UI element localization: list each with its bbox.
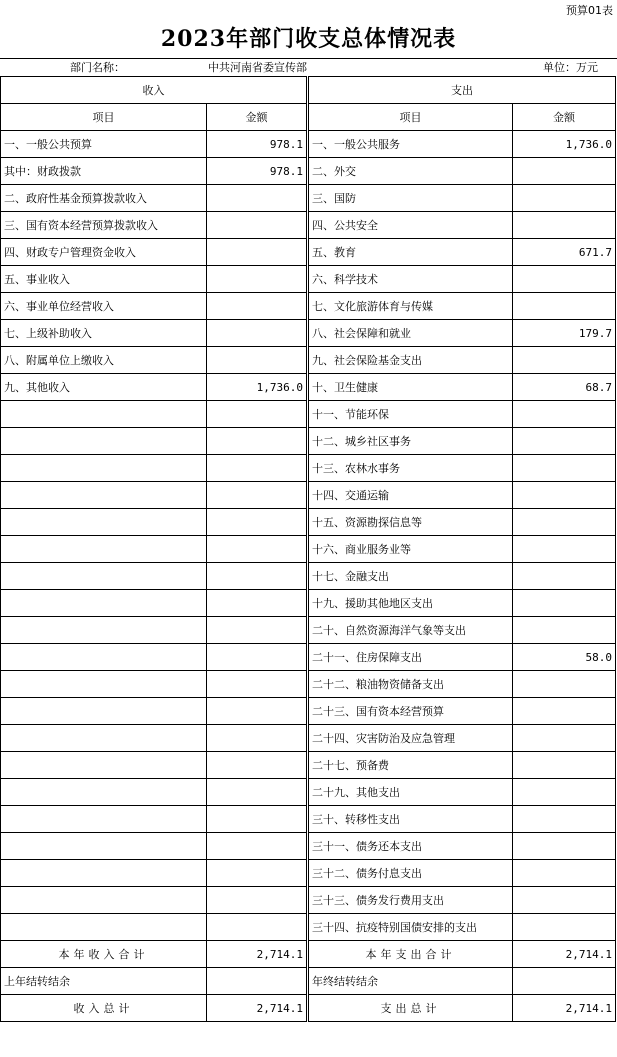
income-item-cell (1, 671, 207, 698)
income-item-cell (1, 725, 207, 752)
expense-amount-cell (513, 617, 616, 644)
expense-item-cell: 九、社会保险基金支出 (308, 347, 513, 374)
income-amount-cell: 1,736.0 (207, 374, 308, 401)
expense-item-cell: 八、社会保障和就业 (308, 320, 513, 347)
expense-total-amount: 2,714.1 (513, 941, 616, 968)
income-item-cell (1, 617, 207, 644)
page-title: 2023年部门收支总体情况表 (160, 26, 457, 52)
income-total-amount: 2,714.1 (207, 995, 308, 1022)
income-amount-cell (207, 725, 308, 752)
title-divider (0, 58, 617, 59)
unit-label: 单位：万元 (543, 61, 598, 74)
expense-amount-cell: 1,736.0 (513, 131, 616, 158)
table-row (1, 212, 616, 239)
expense-item-cell: 二十七、预备费 (308, 752, 513, 779)
expense-amount-cell (513, 158, 616, 185)
expense-item-cell: 二十三、国有资本经营预算 (308, 698, 513, 725)
table-row (1, 536, 616, 563)
income-header: 收入 (1, 77, 308, 104)
expense-amount-cell (513, 563, 616, 590)
table-row (1, 806, 616, 833)
income-item-header: 项目 (1, 104, 207, 131)
income-amount-cell (207, 428, 308, 455)
income-item-cell: 五、事业收入 (1, 266, 207, 293)
income-item-cell (1, 401, 207, 428)
expense-amount-cell (513, 509, 616, 536)
income-amount-cell (207, 455, 308, 482)
expense-item-cell: 四、公共安全 (308, 212, 513, 239)
expense-item-cell: 十二、城乡社区事务 (308, 428, 513, 455)
expense-item-cell: 二十九、其他支出 (308, 779, 513, 806)
income-item-cell: 其中：财政拨款 (1, 158, 207, 185)
income-amount-cell (207, 482, 308, 509)
income-total-label: 收入总计 (1, 995, 207, 1022)
expense-item-cell: 十四、交通运输 (308, 482, 513, 509)
expense-amount-cell (513, 293, 616, 320)
expense-total-label: 本年支出合计 (308, 941, 513, 968)
table-row (1, 887, 616, 914)
expense-amount-cell (513, 671, 616, 698)
income-amount-cell (207, 347, 308, 374)
income-amount-cell: 978.1 (207, 131, 308, 158)
total-row (1, 968, 616, 995)
table-row (1, 779, 616, 806)
expense-item-cell: 十七、金融支出 (308, 563, 513, 590)
income-item-cell (1, 698, 207, 725)
income-item-cell (1, 914, 207, 941)
expense-amount-cell (513, 482, 616, 509)
income-amount-cell (207, 212, 308, 239)
expense-amount-cell (513, 347, 616, 374)
total-row (1, 941, 616, 968)
expense-amount-cell: 179.7 (513, 320, 616, 347)
income-amount-cell (207, 401, 308, 428)
income-amount-cell (207, 590, 308, 617)
income-item-cell: 九、其他收入 (1, 374, 207, 401)
income-item-cell (1, 806, 207, 833)
income-item-cell (1, 779, 207, 806)
income-item-cell (1, 644, 207, 671)
table-row (1, 482, 616, 509)
expense-amount-cell (513, 725, 616, 752)
expense-amount-header: 金额 (513, 104, 616, 131)
expense-amount-cell (513, 536, 616, 563)
table-row (1, 833, 616, 860)
income-total-amount: 2,714.1 (207, 941, 308, 968)
expense-item-cell: 三、国防 (308, 185, 513, 212)
expense-amount-cell (513, 806, 616, 833)
table-row (1, 698, 616, 725)
income-item-cell (1, 563, 207, 590)
table-row (1, 320, 616, 347)
expense-amount-cell (513, 860, 616, 887)
income-total-label: 本年收入合计 (1, 941, 207, 968)
income-amount-cell (207, 833, 308, 860)
expense-item-cell: 一、一般公共服务 (308, 131, 513, 158)
expense-amount-cell (513, 455, 616, 482)
expense-amount-cell (513, 833, 616, 860)
income-item-cell: 二、政府性基金预算拨款收入 (1, 185, 207, 212)
table-row (1, 131, 616, 158)
income-amount-cell (207, 752, 308, 779)
expense-amount-cell (513, 266, 616, 293)
column-header-row (1, 104, 616, 131)
income-item-cell: 六、事业单位经营收入 (1, 293, 207, 320)
expense-total-label: 支出总计 (308, 995, 513, 1022)
expense-total-amount (513, 968, 616, 995)
expense-amount-cell: 68.7 (513, 374, 616, 401)
expense-amount-cell (513, 185, 616, 212)
table-row (1, 509, 616, 536)
expense-amount-cell (513, 779, 616, 806)
income-amount-cell (207, 509, 308, 536)
income-item-cell (1, 509, 207, 536)
expense-item-header: 项目 (308, 104, 513, 131)
table-row (1, 266, 616, 293)
income-item-cell: 三、国有资本经营预算拨款收入 (1, 212, 207, 239)
expense-item-cell: 十九、援助其他地区支出 (308, 590, 513, 617)
expense-item-cell: 二十、自然资源海洋气象等支出 (308, 617, 513, 644)
section-header-row (1, 77, 616, 104)
income-amount-cell (207, 887, 308, 914)
income-item-cell: 一、一般公共预算 (1, 131, 207, 158)
income-amount-cell (207, 536, 308, 563)
income-amount-cell (207, 266, 308, 293)
table-row (1, 590, 616, 617)
expense-item-cell: 三十一、债务还本支出 (308, 833, 513, 860)
income-item-cell (1, 455, 207, 482)
income-item-cell (1, 590, 207, 617)
income-amount-cell (207, 860, 308, 887)
income-item-cell (1, 860, 207, 887)
income-amount-cell (207, 698, 308, 725)
expense-amount-cell (513, 428, 616, 455)
income-expense-table (0, 76, 616, 1022)
table-row (1, 563, 616, 590)
expense-item-cell: 三十二、债务付息支出 (308, 860, 513, 887)
expense-amount-cell (513, 401, 616, 428)
expense-amount-cell: 58.0 (513, 644, 616, 671)
expense-item-cell: 二十四、灾害防治及应急管理 (308, 725, 513, 752)
expense-amount-cell: 671.7 (513, 239, 616, 266)
expense-item-cell: 三十四、抗疫特别国债安排的支出 (308, 914, 513, 941)
income-item-cell (1, 428, 207, 455)
expense-item-cell: 十、卫生健康 (308, 374, 513, 401)
table-row (1, 347, 616, 374)
form-number: 预算01表 (566, 4, 613, 17)
expense-item-cell: 三十、转移性支出 (308, 806, 513, 833)
expense-item-cell: 二十二、粮油物资储备支出 (308, 671, 513, 698)
income-item-cell (1, 536, 207, 563)
income-amount-cell (207, 185, 308, 212)
table-row (1, 644, 616, 671)
income-amount-cell (207, 617, 308, 644)
income-amount-cell (207, 239, 308, 266)
table-row (1, 239, 616, 266)
expense-header: 支出 (308, 77, 616, 104)
income-total-label: 上年结转结余 (1, 968, 207, 995)
expense-item-cell: 二十一、住房保障支出 (308, 644, 513, 671)
income-amount-cell (207, 563, 308, 590)
expense-total-label: 年终结转结余 (308, 968, 513, 995)
expense-amount-cell (513, 590, 616, 617)
income-item-cell (1, 833, 207, 860)
income-amount-cell (207, 779, 308, 806)
income-amount-cell: 978.1 (207, 158, 308, 185)
income-item-cell: 八、附属单位上缴收入 (1, 347, 207, 374)
expense-amount-cell (513, 914, 616, 941)
table-row (1, 293, 616, 320)
expense-item-cell: 十三、农林水事务 (308, 455, 513, 482)
expense-item-cell: 五、教育 (308, 239, 513, 266)
expense-item-cell: 三十三、债务发行费用支出 (308, 887, 513, 914)
table-row (1, 671, 616, 698)
income-total-amount (207, 968, 308, 995)
expense-amount-cell (513, 752, 616, 779)
expense-item-cell: 七、文化旅游体育与传媒 (308, 293, 513, 320)
income-item-cell (1, 482, 207, 509)
expense-total-amount: 2,714.1 (513, 995, 616, 1022)
table-row (1, 455, 616, 482)
table-row (1, 725, 616, 752)
expense-amount-cell (513, 698, 616, 725)
total-row (1, 995, 616, 1022)
table-row (1, 752, 616, 779)
income-item-cell: 四、财政专户管理资金收入 (1, 239, 207, 266)
table-row (1, 860, 616, 887)
income-amount-cell (207, 293, 308, 320)
table-row (1, 914, 616, 941)
income-amount-cell (207, 644, 308, 671)
income-item-cell (1, 887, 207, 914)
table-row (1, 428, 616, 455)
income-item-cell: 七、上级补助收入 (1, 320, 207, 347)
income-amount-cell (207, 671, 308, 698)
expense-amount-cell (513, 887, 616, 914)
income-amount-cell (207, 320, 308, 347)
table-row (1, 374, 616, 401)
income-item-cell (1, 752, 207, 779)
expense-item-cell: 十一、节能环保 (308, 401, 513, 428)
expense-item-cell: 六、科学技术 (308, 266, 513, 293)
expense-amount-cell (513, 212, 616, 239)
table-row (1, 617, 616, 644)
income-amount-header: 金额 (207, 104, 308, 131)
expense-item-cell: 十六、商业服务业等 (308, 536, 513, 563)
table-row (1, 158, 616, 185)
income-amount-cell (207, 806, 308, 833)
expense-item-cell: 十五、资源勘探信息等 (308, 509, 513, 536)
dept-name: 中共河南省委宣传部 (208, 61, 307, 74)
expense-item-cell: 二、外交 (308, 158, 513, 185)
table-row (1, 401, 616, 428)
table-row (1, 185, 616, 212)
income-amount-cell (207, 914, 308, 941)
dept-label: 部门名称： (70, 61, 125, 74)
